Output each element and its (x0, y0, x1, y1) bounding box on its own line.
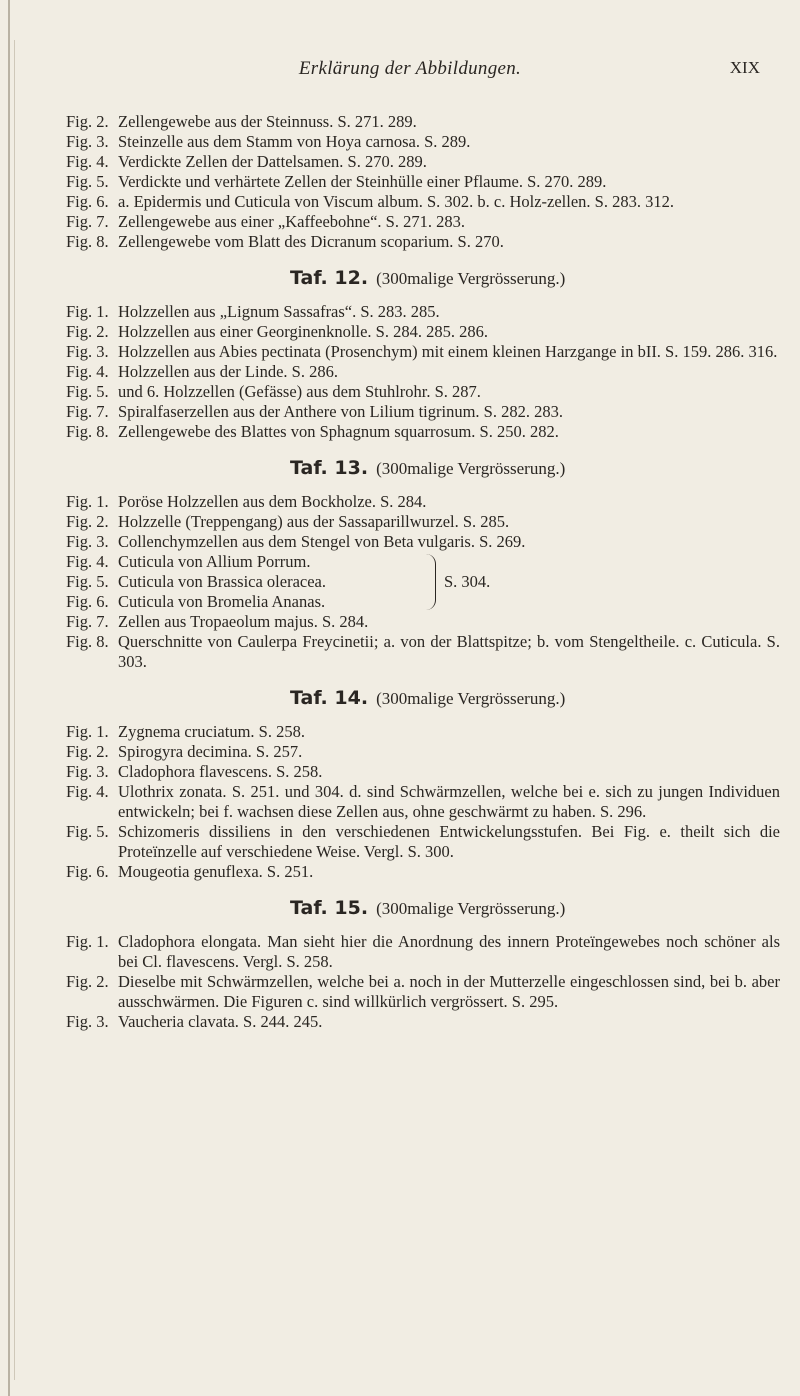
figure-description: Holzzellen aus einer Georginenknolle. S. 284. 285. 286. (118, 322, 488, 341)
figure-number: Fig. 4. (66, 552, 109, 571)
figure-entry (0, 592, 800, 612)
figure-description: Querschnitte von Caulerpa Freycinetii; a. von der Blattspitze; b. vom Stengeltheile. c. Cuticula. S. 303. (118, 632, 780, 671)
figure-description: Holzzellen aus Abies pectinata (Prosenchym) mit einem kleinen Harzgange in bII. S. 159. 286. 316. (118, 342, 778, 361)
plate-heading-12 (0, 268, 800, 292)
figure-number: Fig. 6. (66, 862, 109, 881)
plate-label: Taf. 14. (290, 687, 369, 709)
page-number: XIX (729, 58, 760, 77)
figure-number: Fig. 4. (66, 782, 109, 801)
figure-description: Zygnema cruciatum. S. 258. (118, 722, 305, 741)
figure-entry (0, 932, 800, 972)
figure-entry (0, 322, 800, 342)
figure-entry (0, 972, 800, 1012)
plate-label: Taf. 15. (290, 897, 369, 919)
curly-brace (425, 554, 436, 610)
figure-entry (0, 212, 800, 232)
page-header (60, 58, 760, 88)
figure-number: Fig. 8. (66, 422, 109, 441)
figure-entry (0, 132, 800, 152)
figure-description: Schizomeris dissiliens in den verschiedenen Entwickelungsstufen. Bei Fig. e. theilt sich die Proteïnzelle auf verschiedene Weise. Vergl. S. 300. (118, 822, 780, 861)
plate-heading-15 (0, 898, 800, 922)
figure-number: Fig. 1. (66, 932, 109, 951)
plate-12-entries (0, 302, 800, 442)
running-title: Erklärung der Abbildungen. (298, 58, 522, 79)
figure-description: Poröse Holzzellen aus dem Bockholze. S. 284. (118, 492, 427, 511)
figure-number: Fig. 2. (66, 742, 109, 761)
figure-entry (0, 552, 800, 572)
figure-description: Mougeotia genuflexa. S. 251. (118, 862, 314, 881)
figure-number: Fig. 2. (66, 322, 109, 341)
figure-number: Fig. 4. (66, 362, 109, 381)
figure-description: Zellengewebe vom Blatt des Dicranum scoparium. S. 270. (118, 232, 504, 251)
figure-entry (0, 422, 800, 442)
figure-number: Fig. 8. (66, 232, 109, 251)
figure-description: Steinzelle aus dem Stamm von Hoya carnosa. S. 289. (118, 132, 471, 151)
figure-entry (0, 512, 800, 532)
brace-group (0, 552, 800, 612)
figure-description: Ulothrix zonata. S. 251. und 304. d. sind Schwärmzellen, welche bei e. sich zu jungen Individuen entwickeln; bei f. wachsen diese Zellen aus, ohne geschwärmt zu haben. S. 296. (118, 782, 780, 821)
plate-15-entries (0, 932, 800, 1032)
page-content (0, 112, 800, 1032)
figure-entry (0, 762, 800, 782)
figure-number: Fig. 3. (66, 342, 109, 361)
figure-entry (0, 302, 800, 322)
plate-13-braced-entries (0, 552, 800, 612)
figure-number: Fig. 6. (66, 592, 109, 611)
plate-13-entries-continued (0, 612, 800, 672)
figure-entry (0, 382, 800, 402)
figure-entry (0, 822, 800, 862)
figure-entry (0, 192, 800, 212)
magnification-note: (300malige Vergrösserung.) (376, 459, 566, 478)
plate-label: Taf. 12. (290, 267, 369, 289)
figure-entry (0, 1012, 800, 1032)
figure-number: Fig. 5. (66, 822, 109, 841)
figure-description: a. Epidermis und Cuticula von Viscum album. S. 302. b. c. Holz-zellen. S. 283. 312. (118, 192, 674, 211)
plate-heading-14 (0, 688, 800, 712)
figure-entry (0, 632, 800, 672)
figure-description: Cuticula von Bromelia Ananas. (118, 592, 326, 611)
figure-description: Vaucheria clavata. S. 244. 245. (118, 1012, 323, 1031)
figure-entry (0, 532, 800, 552)
plate-13-entries (0, 492, 800, 552)
figure-entry (0, 572, 800, 592)
magnification-note: (300malige Vergrösserung.) (376, 269, 566, 288)
figure-description: Cuticula von Brassica oleracea. (118, 572, 326, 591)
continued-entries (0, 112, 800, 252)
magnification-note: (300malige Vergrösserung.) (376, 689, 566, 708)
magnification-note: (300malige Vergrösserung.) (376, 899, 566, 918)
figure-number: Fig. 2. (66, 972, 109, 991)
figure-entry (0, 782, 800, 822)
figure-description: Zellengewebe aus einer „Kaffeebohne“. S. 271. 283. (118, 212, 465, 231)
figure-description: Cladophora flavescens. S. 258. (118, 762, 323, 781)
figure-entry (0, 402, 800, 422)
plate-14-entries (0, 722, 800, 882)
figure-number: Fig. 1. (66, 492, 109, 511)
figure-number: Fig. 6. (66, 192, 109, 211)
figure-number: Fig. 3. (66, 1012, 109, 1031)
plate-label: Taf. 13. (290, 457, 369, 479)
figure-description: Verdickte Zellen der Dattelsamen. S. 270. 289. (118, 152, 427, 171)
figure-description: Holzzelle (Treppengang) aus der Sassaparillwurzel. S. 285. (118, 512, 510, 531)
figure-description: Cladophora elongata. Man sieht hier die Anordnung des innern Proteïngewebes noch schöner als bei Cl. flavescens. Vergl. S. 258. (118, 932, 780, 971)
figure-description: Holzzellen aus „Lignum Sassafras“. S. 283. 285. (118, 302, 440, 321)
figure-number: Fig. 1. (66, 722, 109, 741)
figure-entry (0, 152, 800, 172)
figure-description: Cuticula von Allium Porrum. (118, 552, 311, 571)
figure-description: Zellengewebe des Blattes von Sphagnum squarrosum. S. 250. 282. (118, 422, 559, 441)
figure-description: Zellen aus Tropaeolum majus. S. 284. (118, 612, 369, 631)
figure-description: Spiralfaserzellen aus der Anthere von Lilium tigrinum. S. 282. 283. (118, 402, 563, 421)
figure-description: Holzzellen aus der Linde. S. 286. (118, 362, 338, 381)
figure-number: Fig. 5. (66, 382, 109, 401)
figure-description: Dieselbe mit Schwärmzellen, welche bei a. noch in der Mutterzelle eingeschlossen sind, bei b. aber ausschwärmen. Die Figuren c. sind willkürlich vergrössert. S. 295. (118, 972, 780, 1011)
figure-number: Fig. 1. (66, 302, 109, 321)
figure-entry (0, 342, 800, 362)
figure-number: Fig. 5. (66, 172, 109, 191)
brace-page-ref: S. 304. (444, 572, 491, 591)
figure-number: Fig. 7. (66, 402, 109, 421)
figure-entry (0, 232, 800, 252)
figure-entry (0, 492, 800, 512)
figure-number: Fig. 8. (66, 632, 109, 651)
figure-number: Fig. 3. (66, 132, 109, 151)
figure-number: Fig. 7. (66, 612, 109, 631)
figure-description: Spirogyra decimina. S. 257. (118, 742, 303, 761)
figure-number: Fig. 3. (66, 532, 109, 551)
figure-number: Fig. 4. (66, 152, 109, 171)
figure-entry (0, 362, 800, 382)
figure-description: Verdickte und verhärtete Zellen der Steinhülle einer Pflaume. S. 270. 289. (118, 172, 607, 191)
figure-entry (0, 722, 800, 742)
figure-number: Fig. 7. (66, 212, 109, 231)
figure-number: Fig. 2. (66, 112, 109, 131)
figure-description: und 6. Holzzellen (Gefässe) aus dem Stuhlrohr. S. 287. (118, 382, 481, 401)
figure-entry (0, 172, 800, 192)
figure-number: Fig. 2. (66, 512, 109, 531)
figure-number: Fig. 5. (66, 572, 109, 591)
figure-entry (0, 612, 800, 632)
figure-entry (0, 862, 800, 882)
figure-entry (0, 742, 800, 762)
figure-number: Fig. 3. (66, 762, 109, 781)
figure-description: Zellengewebe aus der Steinnuss. S. 271. 289. (118, 112, 417, 131)
figure-entry (0, 112, 800, 132)
plate-heading-13 (0, 458, 800, 482)
figure-description: Collenchymzellen aus dem Stengel von Beta vulgaris. S. 269. (118, 532, 526, 551)
